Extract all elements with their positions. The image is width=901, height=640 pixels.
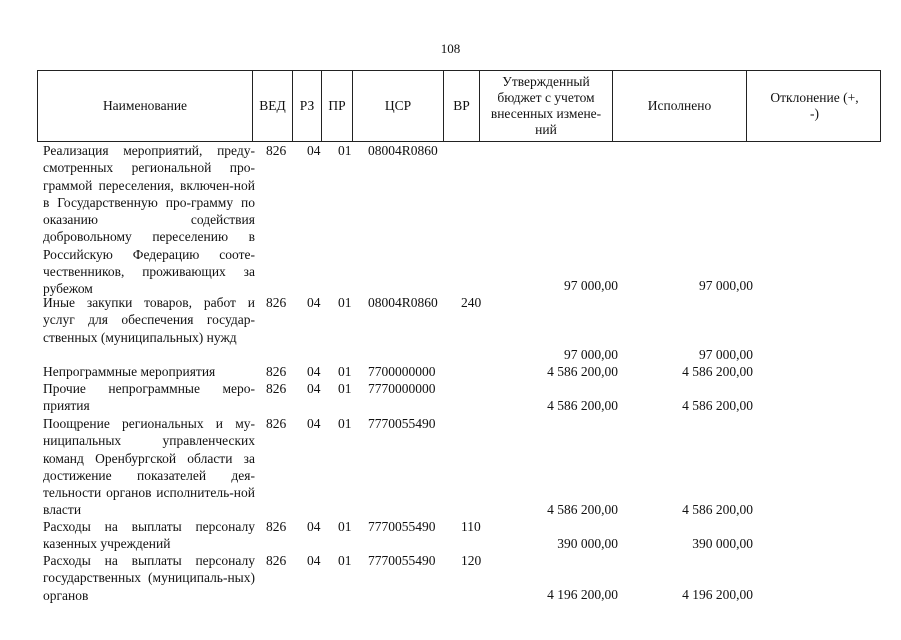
row-vr: 240 [461, 295, 482, 310]
header-ved: ВЕД [253, 71, 293, 141]
header-deviation: Отклонение (+, -) [770, 90, 859, 121]
table-header [37, 70, 881, 142]
row-rz: 04 [307, 553, 321, 568]
page-number: 108 [440, 41, 461, 56]
row-pr: 01 [338, 553, 352, 568]
header-vr: ВР [444, 71, 480, 141]
row-pr: 01 [338, 519, 352, 534]
table-row [37, 380, 881, 415]
row-budget: 4 586 200,00 [547, 364, 618, 379]
row-ved: 826 [266, 295, 287, 310]
row-budget: 390 000,00 [557, 536, 618, 551]
row-name: Непрограммные мероприятия [43, 364, 216, 379]
row-csr: 7700000000 [368, 364, 436, 379]
row-name: Иные закупки товаров, работ и услуг для обеспечения государ-ственных (муниципальных) нужд [43, 295, 255, 345]
row-rz: 04 [307, 295, 321, 310]
table-row [37, 518, 881, 553]
row-csr: 7770055490 [368, 553, 436, 568]
row-rz: 04 [307, 416, 321, 431]
header-budget: Утвержденный бюджет с учетом внесенных измене-ний [480, 71, 613, 141]
row-budget: 4 586 200,00 [547, 398, 618, 413]
table-row [37, 363, 881, 381]
row-name: Прочие непрограммные меро-приятия [43, 381, 255, 414]
row-csr: 7770055490 [368, 519, 436, 534]
row-rz: 04 [307, 143, 321, 158]
row-ved: 826 [266, 553, 287, 568]
row-ved: 826 [266, 416, 287, 431]
row-budget: 97 000,00 [564, 278, 618, 293]
row-rz: 04 [307, 519, 321, 534]
row-budget: 97 000,00 [564, 347, 618, 362]
row-executed: 97 000,00 [699, 347, 753, 362]
header-rz: РЗ [293, 71, 322, 141]
row-budget: 4 196 200,00 [547, 587, 618, 602]
row-csr: 7770000000 [368, 381, 436, 396]
row-rz: 04 [307, 381, 321, 396]
row-csr: 08004R0860 [368, 295, 438, 310]
row-pr: 01 [338, 295, 352, 310]
table-row [37, 415, 881, 519]
row-vr: 120 [461, 553, 482, 568]
header-csr: ЦСР [353, 71, 444, 141]
header-executed: Исполнено [613, 71, 747, 141]
row-executed: 390 000,00 [692, 536, 753, 551]
row-pr: 01 [338, 364, 352, 379]
row-pr: 01 [338, 416, 352, 431]
row-executed: 4 586 200,00 [682, 398, 753, 413]
row-executed: 4 196 200,00 [682, 587, 753, 602]
row-csr: 08004R0860 [368, 143, 438, 158]
row-executed: 97 000,00 [699, 278, 753, 293]
header-pr: ПР [322, 71, 353, 141]
row-ved: 826 [266, 143, 287, 158]
row-rz: 04 [307, 364, 321, 379]
row-budget: 4 586 200,00 [547, 502, 618, 517]
row-ved: 826 [266, 364, 287, 379]
row-ved: 826 [266, 519, 287, 534]
table-row [37, 552, 881, 604]
row-executed: 4 586 200,00 [682, 364, 753, 379]
header-name: Наименование [38, 71, 253, 141]
row-name: Расходы на выплаты персоналу государственных (муниципаль-ных) органов [43, 553, 255, 603]
row-csr: 7770055490 [368, 416, 436, 431]
row-pr: 01 [338, 381, 352, 396]
row-ved: 826 [266, 381, 287, 396]
row-name: Поощрение региональных и му-ниципальных управленческих команд Оренбургской области за достижение показателей дея-тельности органов исполнитель-ной власти [43, 416, 255, 518]
row-pr: 01 [338, 143, 352, 158]
row-name: Реализация мероприятий, преду-смотренных региональной про-граммой переселения, включен-ной в Государственную про-грамму по оказанию содействия добровольному переселению в Российскую Федерацию сооте-чественников, проживающих за рубежом [43, 143, 255, 297]
row-name: Расходы на выплаты персоналу казенных учреждений [43, 519, 255, 552]
table-row [37, 294, 881, 363]
row-executed: 4 586 200,00 [682, 502, 753, 517]
table-row [37, 142, 881, 297]
row-vr: 110 [461, 519, 481, 534]
